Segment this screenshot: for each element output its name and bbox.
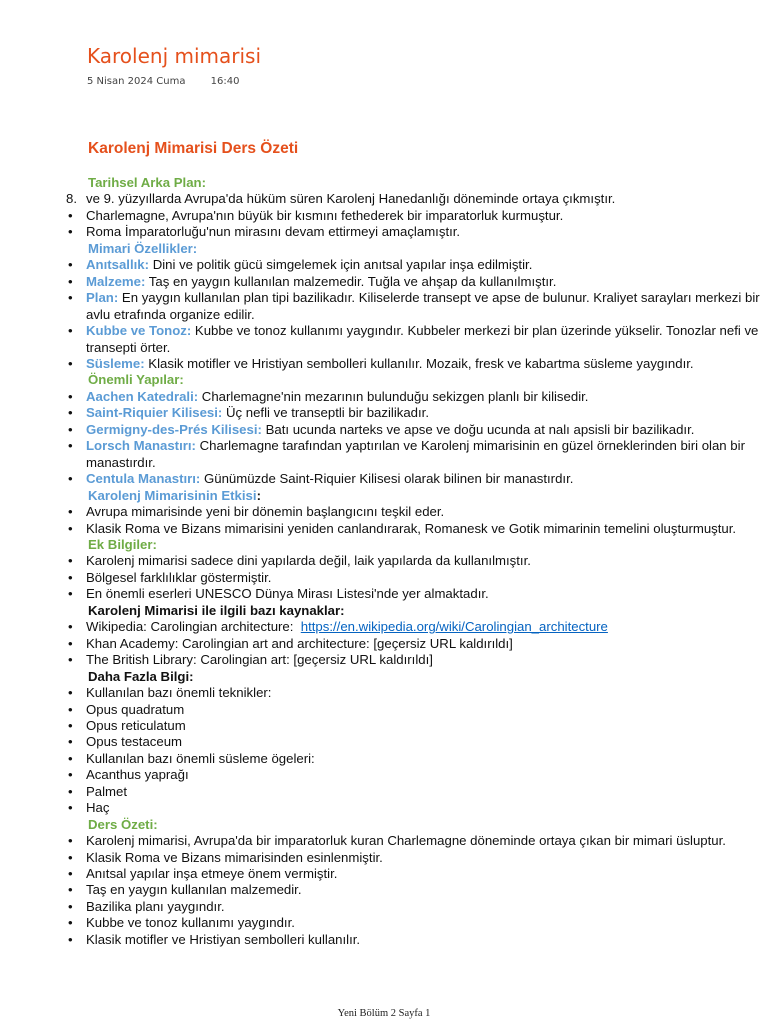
list-item-label: Germigny-des-Prés Kilisesi: [86, 421, 262, 437]
list-item [66, 586, 766, 602]
bullet-icon: • [68, 915, 73, 931]
bullet-icon: • [68, 767, 73, 783]
list-item-text: Taş en yaygın kullanılan malzemedir. Tuğla ve ahşap da kullanılmıştır. [145, 273, 557, 289]
page-title: Karolenj mimarisi [87, 44, 262, 68]
list-item-text: En yaygın kullanılan plan tipi bazilikadır. Kiliselerde transept ve apse de bulunur. Kraliyet sarayları merkezi bir avlu etrafında organize edilir. [86, 290, 760, 322]
list-item-text: Klasik Roma ve Bizans mimarisinden esinlenmiştir. [86, 849, 383, 865]
list-item-text: ve 9. yüzyıllarda Avrupa'da hüküm süren Karolenj Hanedanlığı döneminde ortaya çıkmıştır. [86, 191, 616, 207]
list-item [66, 323, 766, 356]
page-meta [87, 76, 240, 87]
bullet-icon: • [68, 800, 73, 816]
list-item [66, 718, 766, 734]
list-item [66, 899, 766, 915]
list-item-label: Saint-Riquier Kilisesi: [86, 405, 223, 421]
list-item [66, 274, 766, 290]
list-item-text: En önemli eserleri UNESCO Dünya Mirası Listesi'nde yer almaktadır. [86, 586, 489, 602]
list-item-text: Dini ve politik gücü simgelemek için anıtsal yapılar inşa edilmiştir. [149, 257, 533, 273]
list-item-text: Klasik motifler ve Hristiyan sembolleri kullanılır. Mozaik, fresk ve kabartma süsleme yaygındır. [144, 355, 694, 371]
list-item-text: Palmet [86, 783, 128, 799]
bullet-icon: • [68, 586, 73, 602]
list-item-label: Süsleme: [86, 355, 145, 371]
list-item-text: Kullanılan bazı önemli süsleme ögeleri: [86, 750, 315, 766]
list-item-text: Klasik Roma ve Bizans mimarisini yeniden canlandırarak, Romanesk ve Gotik mimarinin temelini oluşturmuştur. [86, 520, 737, 536]
document-body [66, 175, 766, 948]
section-heading-sources: Karolenj Mimarisi ile ilgili bazı kaynaklar: [88, 602, 345, 618]
list-item-text: Charlemagne'nin mezarının bulunduğu sekizgen planlı bir kilisedir. [198, 388, 589, 404]
page-footer: Yeni Bölüm 2 Sayfa 1 [337, 1008, 431, 1019]
list-item-label: Malzeme: [86, 273, 146, 289]
list-item-label: Aachen Katedrali: [86, 388, 199, 404]
list-item [66, 734, 766, 750]
bullet-icon: • [68, 866, 73, 882]
list-item [66, 504, 766, 520]
list-item [66, 438, 766, 471]
list-number: 8. [66, 191, 77, 207]
list-item [66, 850, 766, 866]
bullet-icon: • [68, 471, 73, 487]
list-item [66, 521, 766, 537]
section-heading-extra: Ek Bilgiler: [88, 536, 157, 552]
bullet-icon: • [68, 224, 73, 240]
list-item [66, 636, 766, 652]
section-heading-influence [66, 488, 766, 504]
list-item-text: Opus testaceum [86, 734, 183, 750]
section-heading-features: Mimari Özellikler: [88, 240, 198, 256]
list-item [66, 652, 766, 668]
list-item-text: Klasik motifler ve Hristiyan sembolleri kullanılır. [86, 931, 361, 947]
list-item [66, 191, 766, 207]
list-item-text: Wikipedia: Carolingian architecture: [86, 619, 301, 635]
bullet-icon: • [68, 290, 73, 306]
bullet-icon: • [68, 783, 73, 799]
bullet-icon: • [68, 273, 73, 289]
list-item [66, 619, 766, 635]
list-item-label: Lorsch Manastırı: [86, 438, 196, 454]
page-date: 5 Nisan 2024 Cuma [87, 76, 186, 87]
bullet-icon: • [68, 553, 73, 569]
list-item-text: Avrupa mimarisinde yeni bir dönemin başlangıcını teşkil eder. [86, 504, 445, 520]
list-item [66, 767, 766, 783]
list-item [66, 882, 766, 898]
list-item [66, 751, 766, 767]
bullet-icon: • [68, 520, 73, 536]
bullet-icon: • [68, 635, 73, 651]
list-item-text: Taş en yaygın kullanılan malzemedir. [86, 882, 302, 898]
section-heading-more-info: Daha Fazla Bilgi: [88, 668, 194, 684]
list-item-label: Kubbe ve Tonoz: [86, 323, 192, 339]
list-item-text: Kubbe ve tonoz kullanımı yaygındır. Kubbeler merkezi bir plan üzerinde yükselir. Tonozlar nefi ve transepti örter. [86, 323, 759, 355]
list-item [66, 570, 766, 586]
list-item-text: Günümüzde Saint-Riquier Kilisesi olarak bilinen bir manastırdır. [200, 471, 574, 487]
list-item-text: Batı ucunda narteks ve apse ve doğu ucunda at nalı apsisli bir bazilikadır. [261, 421, 695, 437]
document-heading: Karolenj Mimarisi Ders Özeti [88, 140, 299, 157]
list-item-text: Opus quadratum [86, 701, 185, 717]
list-item-text: The British Library: Carolingian art: [geçersiz URL kaldırıldı] [86, 652, 433, 668]
section-heading-text: Karolenj Mimarisinin Etkisi [88, 487, 257, 503]
list-item-text: Bazilika planı yaygındır. [86, 898, 225, 914]
bullet-icon: • [68, 685, 73, 701]
list-item-text: Anıtsal yapılar inşa etmeye önem vermiştir. [86, 866, 338, 882]
bullet-icon: • [68, 882, 73, 898]
list-item-text: Charlemagne tarafından yaptırılan ve Karolenj mimarisinin en güzel örneklerinden biri olan bir manastırdır. [86, 438, 745, 470]
list-item [66, 224, 766, 240]
list-item-text: Kubbe ve tonoz kullanımı yaygındır. [86, 915, 295, 931]
list-item-text: Karolenj mimarisi, Avrupa'da bir imparatorluk kuran Charlemagne döneminde ortaya çıkan bir mimari üsluptur. [86, 833, 726, 849]
list-item-text: Karolenj mimarisi sadece dini yapılarda değil, laik yapılarda da kullanılmıştır. [86, 553, 531, 569]
bullet-icon: • [68, 257, 73, 273]
list-item-text: Acanthus yaprağı [86, 767, 189, 783]
bullet-icon: • [68, 849, 73, 865]
list-item-text: Üç nefli ve transeptli bir bazilikadır. [222, 405, 430, 421]
bullet-icon: • [68, 504, 73, 520]
bullet-icon: • [68, 701, 73, 717]
section-heading-summary: Ders Özeti: [88, 816, 158, 832]
list-item [66, 389, 766, 405]
list-item-text: Khan Academy: Carolingian art and architecture: [geçersiz URL kaldırıldı] [86, 635, 513, 651]
list-item-text: Charlemagne, Avrupa'nın büyük bir kısmını fethederek bir imparatorluk kurmuştur. [86, 207, 564, 223]
bullet-icon: • [68, 438, 73, 454]
bullet-icon: • [68, 569, 73, 585]
bullet-icon: • [68, 833, 73, 849]
list-item [66, 702, 766, 718]
list-item [66, 356, 766, 372]
bullet-icon: • [68, 405, 73, 421]
list-item-text: Haç [86, 800, 110, 816]
bullet-icon: • [68, 652, 73, 668]
list-item [66, 784, 766, 800]
bullet-icon: • [68, 388, 73, 404]
list-item-text: Roma İmparatorluğu'nun mirasını devam ettirmeyi amaçlamıştır. [86, 224, 461, 240]
list-item [66, 915, 766, 931]
page-time: 16:40 [210, 76, 240, 87]
section-heading-colon: : [256, 487, 261, 503]
list-item [66, 257, 766, 273]
list-item [66, 685, 766, 701]
bullet-icon: • [68, 931, 73, 947]
list-item-text: Kullanılan bazı önemli teknikler: [86, 685, 272, 701]
section-heading-background: Tarihsel Arka Plan: [88, 175, 206, 190]
list-item [66, 471, 766, 487]
bullet-icon: • [68, 619, 73, 635]
list-item-label: Centula Manastırı: [86, 471, 201, 487]
list-item [66, 208, 766, 224]
list-item [66, 932, 766, 948]
bullet-icon: • [68, 898, 73, 914]
bullet-icon: • [68, 421, 73, 437]
list-item [66, 422, 766, 438]
wikipedia-link[interactable]: https://en.wikipedia.org/wiki/Carolingian_architecture [300, 619, 608, 635]
bullet-icon: • [68, 717, 73, 733]
list-item-label: Plan: [86, 290, 119, 306]
list-item [66, 866, 766, 882]
list-item [66, 553, 766, 569]
bullet-icon: • [68, 734, 73, 750]
bullet-icon: • [68, 355, 73, 371]
section-heading-buildings: Önemli Yapılar: [88, 372, 184, 388]
list-item-label: Anıtsallık: [86, 257, 150, 273]
list-item [66, 290, 766, 323]
bullet-icon: • [68, 207, 73, 223]
bullet-icon: • [68, 323, 73, 339]
list-item [66, 833, 766, 849]
list-item [66, 405, 766, 421]
bullet-icon: • [68, 750, 73, 766]
list-item-text: Opus reticulatum [86, 717, 186, 733]
list-item [66, 800, 766, 816]
list-item-text: Bölgesel farklılıklar göstermiştir. [86, 569, 272, 585]
